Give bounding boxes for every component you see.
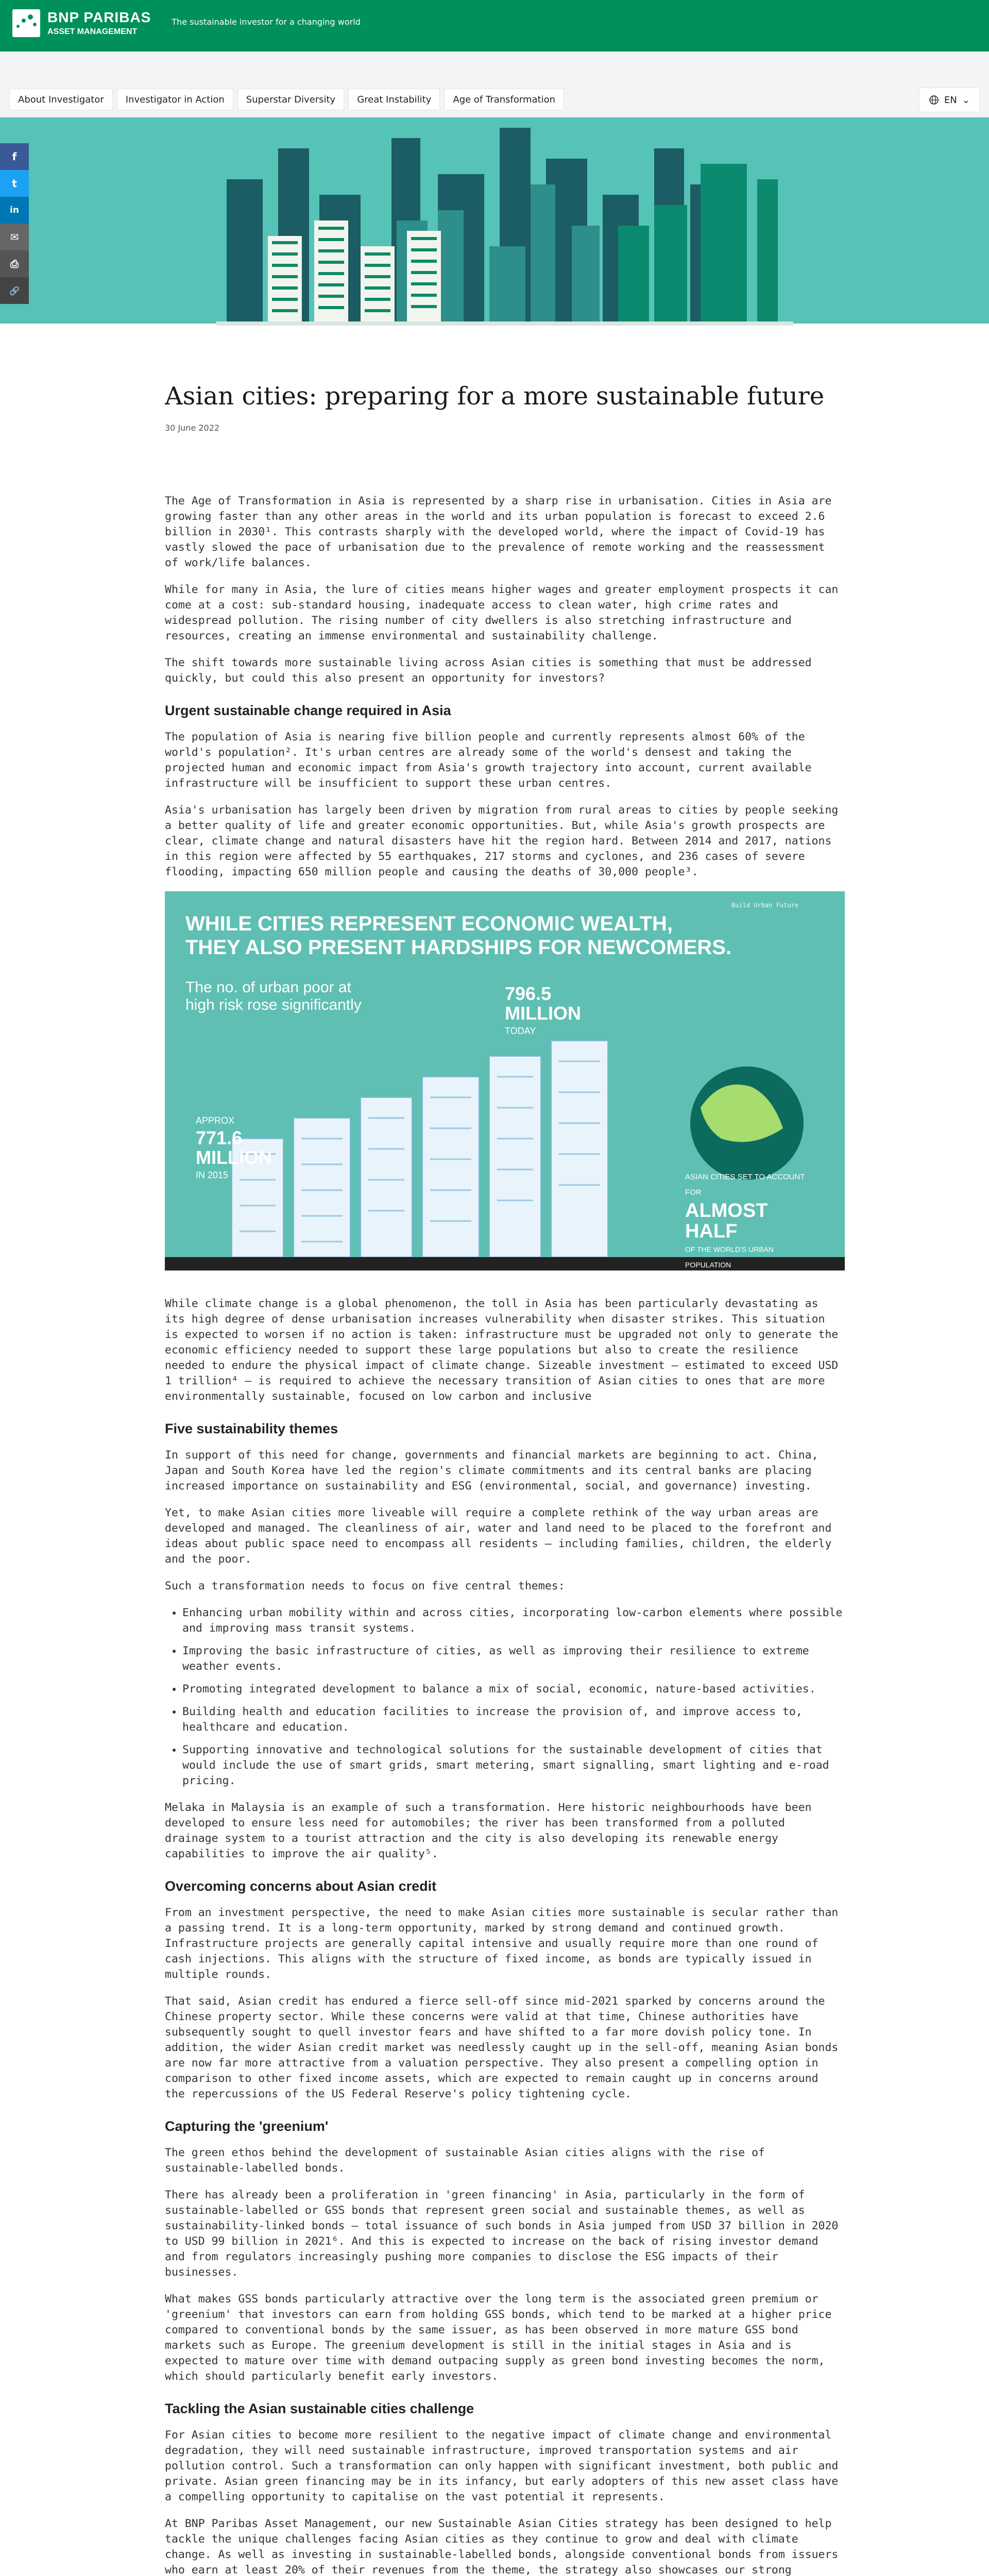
brand-bar (0, 0, 989, 52)
value-2015: 771.6 MILLION (196, 1127, 272, 1168)
infographic-title-line1: WHILE CITIES REPRESENT ECONOMIC WEALTH, (185, 912, 673, 936)
paragraph: Melaka in Malaysia is an example of such a transformation. Here historic neighbourhoods have been developed to ensure less need for automobiles; the river has been transformed from a polluted drainage system to a tourist attraction and the city is also developing its renewable energy capabilities to improve the air quality⁵. (165, 1801, 812, 1861)
paragraph: That said, Asian credit has endured a fierce sell-off since mid-2021 sparked by concerns around the Chinese property sector. While these concerns were valid at that time, Chinese authorities have subsequently sought to quell investor fears and have shifted to a far more dovish policy tone. In addition, the wider Asian credit market was needlessly caught up in the sell-off, meaning Asian bonds are now far more attractive from a valuation perspective. They also present a compelling option in comparison to other fixed income assets, which are expected to remain caught up in concerns around the repercussions of the US Federal Reserve's policy tightening cycle. (165, 1995, 839, 2101)
infographic-label: The no. of urban poor at high risk rose significantly (185, 979, 362, 1014)
bnp-stars-icon (12, 9, 40, 37)
value-today: 796.5 MILLION (505, 983, 581, 1024)
tab-superstar-diversity[interactable]: Superstar Diversity (237, 89, 344, 110)
half-line3: OF THE WORLD'S URBAN POPULATION (685, 1245, 774, 1269)
tab-investigator-in-action[interactable]: Investigator in Action (117, 89, 233, 110)
article (165, 382, 845, 2576)
themes-list (182, 1605, 845, 1789)
paragraph: In support of this need for change, governments and financial markets are beginning to act. China, Japan and South Korea have led the region's climate commitments and its central banks are placing increased importance on sustainability and ESG (environmental, social, and governance) investing. (165, 1449, 819, 1493)
brand-name: BNP PARIBAS (47, 9, 151, 25)
paragraph: From an investment perspective, the need to make Asian cities more sustainable is secular rather than a passing trend. It is a long-term opportunity, marked by strong demand and continued growth. Infrastructure projects are generally capital intensive and usually require more than one round of cash injections. This aligns with the structure of fixed income, as bonds are typically issued in multiple rounds. (165, 1906, 839, 1981)
paragraph: For Asian cities to become more resilient to the negative impact of climate change and environmental degradation, they will need sustainable infrastructure, improved transportation systems and air pollution control. Such a transformation can only happen with significant investment, both public and private. Asian green financing may be in its infancy, but early adopters of this new asset class have a compelling opportunity to capitalise on the vast potential it represents. (165, 2429, 839, 2504)
paragraph: What makes GSS bonds particularly attractive over the long term is the associated green premium or 'greenium' that investors can earn from holding GSS bonds, which tend to be marked at a higher price compared to conventional bonds by the same issuer, as has been observed in more mature GSS bond markets such as Europe. The greenium development is still in the initial stages in Asia and is expected to mature over time with demand outpacing supply as green bond investing becomes the norm, which should particularly benefit early investors. (165, 2293, 832, 2383)
section-heading: Urgent sustainable change required in Asia (165, 703, 451, 719)
paragraph: Asia's urbanisation has largely been driven by migration from rural areas to cities by people seeking a better quality of life and greater economic opportunities. But, while Asia's growth prospects are clear, climate change and natural disasters have hit the region hard. Between 2014 and 2017, nations in this region were affected by 55 earthquakes, 217 storms and cyclones, and 236 cases of severe flooding, impacting 650 million people and causing the deaths of 30,000 people³. (165, 804, 839, 879)
hero-banner (0, 117, 989, 347)
tab-age-of-transformation[interactable]: Age of Transformation (444, 89, 564, 110)
infographic-brand-tag: Build Urban Future (731, 902, 799, 909)
list-item: • Promoting integrated development to balance a mix of social, economic, nature-based activities. (182, 1682, 845, 1697)
section-heading: Five sustainability themes (165, 1421, 338, 1437)
tab-great-instability[interactable]: Great Instability (348, 89, 440, 110)
paragraph: Such a transformation needs to focus on five central themes: (165, 1580, 565, 1593)
chevron-down-icon: ⌄ (962, 94, 970, 106)
list-item: • Improving the basic infrastructure of cities, as well as improving their resilience to extreme weather events. (182, 1643, 845, 1674)
year-2015-label: IN 2015 (196, 1170, 229, 1181)
article-title: Asian cities: preparing for a more sustainable future (165, 382, 825, 411)
paragraph: Yet, to make Asian cities more liveable will require a complete rethink of the way urban areas are developed and managed. The cleanliness of air, water and land need to be placed to the forefront and ideas about public space need to encompass all residents – including families, children, the elderly and the poor. (165, 1506, 832, 1566)
article-body (165, 494, 845, 2576)
paragraph: There has already been a proliferation in 'green financing' in Asia, particularly in the form of sustainable-labelled or GSS bonds that represent green social and sustainable themes, as well as sustainability-linked bonds – total issuance of such bonds in Asia jumped from USD 37 billion in 2020 to USD 99 billion in 2021⁶. And this is expected to increase on the back of rising investor demand and from regulators increasingly pushing more companies to disclose the ESG impacts of their businesses. (165, 2189, 839, 2279)
brand-tagline: The sustainable investor for a changing world (172, 16, 361, 27)
today-label: TODAY (505, 1026, 536, 1037)
infographic-title-line2: THEY ALSO PRESENT HARDSHIPS FOR NEWCOMERS. (185, 936, 732, 959)
link-icon[interactable]: 🔗 (0, 277, 29, 304)
list-item: • Supporting innovative and technological solutions for the sustainable development of cities that would include the use of smart grids, smart metering, smart signalling, smart lighting and e-road pricing. (182, 1742, 845, 1789)
email-icon[interactable]: ✉ (0, 224, 29, 250)
city-skyline-illustration (0, 117, 989, 347)
half-line1: ASIAN CITIES SET TO ACCOUNT FOR (685, 1173, 805, 1197)
list-item: • Building health and education facilities to increase the provision of, and improve access to, healthcare and education. (182, 1704, 845, 1735)
linkedin-icon[interactable]: in (0, 197, 29, 224)
print-icon[interactable]: ⎙ (0, 250, 29, 277)
twitter-icon[interactable]: t (0, 170, 29, 197)
share-rail (0, 143, 29, 304)
sub-navigation (0, 52, 989, 117)
section-heading: Overcoming concerns about Asian credit (165, 1878, 437, 1894)
facebook-icon[interactable]: f (0, 143, 29, 170)
half-line2: ALMOST HALF (685, 1200, 768, 1243)
paragraph: The green ethos behind the development of sustainable Asian cities aligns with the rise of sustainable-labelled bonds. (165, 2146, 765, 2175)
paragraph: The population of Asia is nearing five billion people and currently represents almost 60% of the world's population². It's urban centres are already some of the world's densest and taking the projected human and economic impact from Asia's growth trajectory into account, current available infrastructure will be insufficient to support these urban centres. (165, 731, 812, 790)
paragraph: At BNP Paribas Asset Management, our new Sustainable Asian Cities strategy has been designed to help tackle the unique challenges facing Asian cities as they continue to grow and deal with climate change. As well as investing in sustainable-labelled bonds, alongside conventional bonds from issuers who earn at least 20% of their revenues from the theme, the strategy also showcases our strong (165, 2517, 839, 2576)
approx-label: APPROX (196, 1115, 235, 1126)
language-code: EN (944, 94, 957, 106)
globe-icon (929, 95, 939, 105)
paragraph: The Age of Transformation in Asia is represented by a sharp rise in urbanisation. Cities in Asia are growing faster than any other areas in the world and its urban population is forecast to exceed 2.6 billion in 2030¹. This contrasts sharply with the developed world, where the impact of Covid-19 has vastly slowed the pace of urbanisation due to the prevalence of remote working and the reassessment of work/life balances. (165, 495, 832, 570)
brand-logo[interactable] (12, 9, 361, 37)
paragraph: While for many in Asia, the lure of cities means higher wages and greater employment prospects it can come at a cost: sub-standard housing, inadequate access to clean water, high crime rates and widespread pollution. The rising number of city dwellers is also stretching infrastructure and resources, creating an immense environmental and sustainability challenge. (165, 583, 839, 643)
language-selector[interactable] (919, 88, 980, 112)
section-heading: Capturing the 'greenium' (165, 2119, 329, 2134)
section-heading: Tackling the Asian sustainable cities challenge (165, 2401, 474, 2417)
list-item: • Enhancing urban mobility within and across cities, incorporating low-carbon elements where possible and improving mass transit systems. (182, 1605, 845, 1636)
tab-about-investigator[interactable]: About Investigator (9, 89, 113, 110)
paragraph: While climate change is a global phenomenon, the toll in Asia has been particularly devastating as its high degree of dense urbanisation increases vulnerability when disaster strikes. This situation is expected to worsen if no action is taken: infrastructure must be upgraded not only to generate the economic efficiency needed to support these large populations but also to create the resilience needed to endure the physical impact of climate change. Sizeable investment – estimated to exceed USD 1 trillion⁴ – is required to achieve the necessary transition of Asian cities to ones that are more environmentally sustainable, focused on low carbon and inclusive (165, 1297, 839, 1403)
half-line4: BY 2035 (685, 1273, 753, 1293)
urban-poor-infographic (165, 891, 845, 1293)
article-date: 30 June 2022 (165, 423, 220, 433)
paragraph: The shift towards more sustainable living across Asian cities is something that must be addressed quickly, but could this also present an opportunity for investors? (165, 656, 812, 685)
brand-sub: ASSET MANAGEMENT (47, 27, 138, 36)
